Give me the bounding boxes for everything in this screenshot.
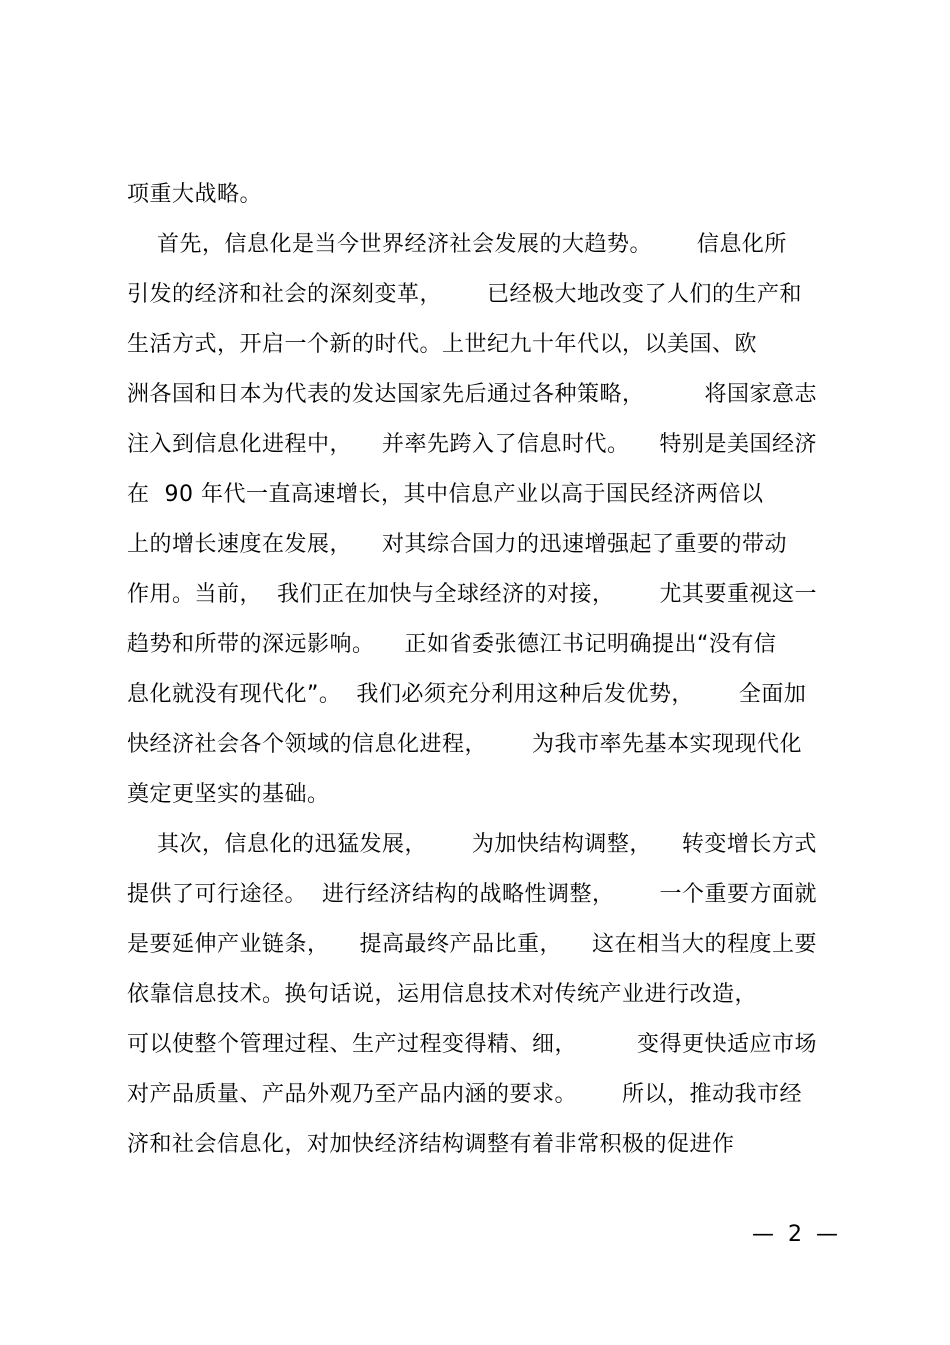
text-line: 趋势和所带的深远影响。 正如省委张德江书记明确提出“没有信 [127, 632, 777, 657]
text-line: 济和社会信息化，对加快经济结构调整有着非常积极的促进作 [127, 1132, 735, 1157]
text-line: 可以使整个管理过程、生产过程变得精、细， 变得更快适应市场 [127, 1032, 817, 1057]
text-line: 引发的经济和社会的深刻变革， 已经极大地改变了人们的生产和 [127, 282, 802, 307]
text-line: 奠定更坚实的基础。 [127, 782, 330, 807]
text-line: 其次，信息化的迅猛发展， 为加快结构调整， 转变增长方式 [127, 832, 817, 857]
text-line: 息化就没有现代化”。 我们必须充分利用这种后发优势， 全面加 [127, 682, 807, 707]
text-line: 在 90 年代一直高速增长，其中信息产业以高于国民经济两倍以 [127, 482, 764, 507]
text-line: 注入到信息化进程中， 并率先跨入了信息时代。 特别是美国经济 [127, 432, 817, 457]
text-line: 快经济社会各个领域的信息化进程， 为我市率先基本实现现代化 [127, 732, 802, 757]
text-line: 是要延伸产业链条， 提高最终产品比重， 这在相当大的程度上要 [127, 932, 817, 957]
text-line: 首先，信息化是当今世界经济社会发展的大趋势。 信息化所 [127, 232, 787, 257]
text-line: 提供了可行途径。 进行经济结构的战略性调整， 一个重要方面就 [127, 882, 817, 907]
text-line: 对产品质量、产品外观乃至产品内涵的要求。 所以，推动我市经 [127, 1082, 802, 1107]
text-line: 上的增长速度在发展， 对其综合国力的迅速增强起了重要的带动 [127, 532, 787, 557]
page-number: — 2 — [752, 1222, 838, 1247]
text-line: 作用。当前， 我们正在加快与全球经济的对接， 尤其要重视这一 [127, 582, 817, 607]
text-line: 依靠信息技术。换句话说，运用信息技术对传统产业进行改造， [127, 982, 758, 1007]
text-line: 项重大战略。 [127, 182, 263, 207]
text-line: 洲各国和日本为代表的发达国家先后通过各种策略， 将国家意志 [127, 382, 817, 407]
text-line: 生活方式，开启一个新的时代。上世纪九十年代以，以美国、欧 [127, 332, 758, 357]
